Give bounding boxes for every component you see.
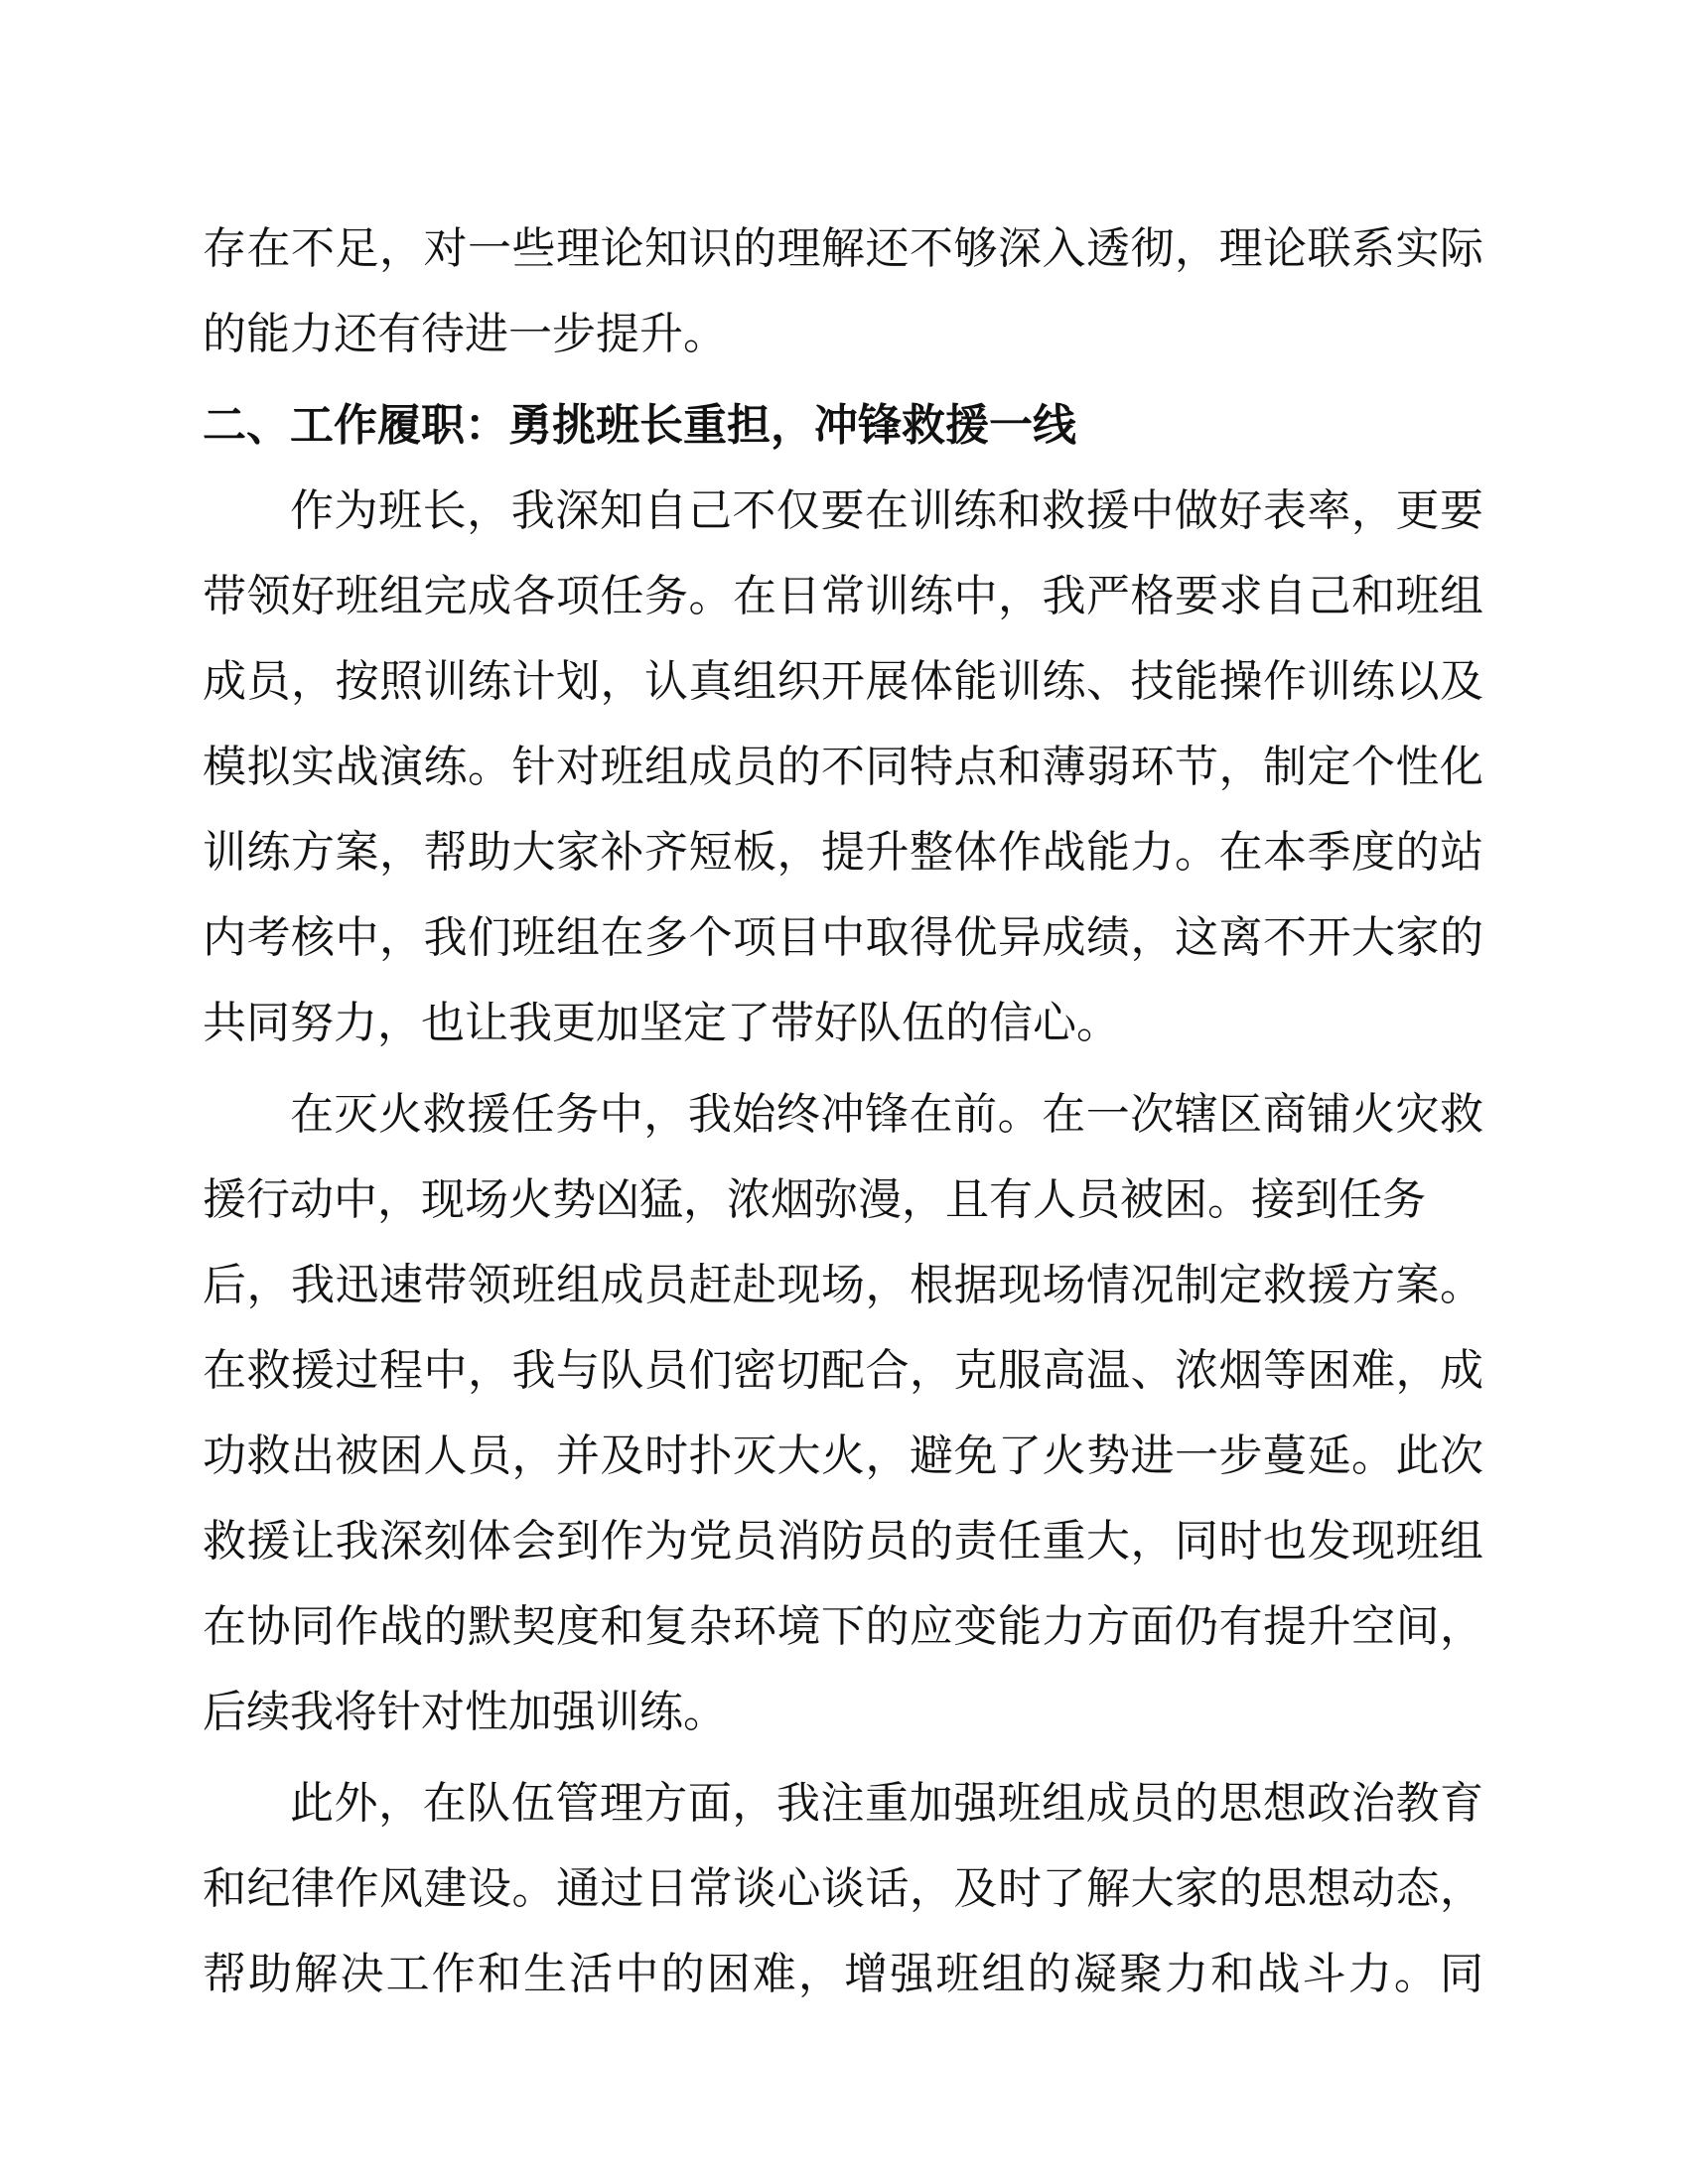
- paragraph-line: 成员，按照训练计划，认真组织开展体能训练、技能操作训练以及: [203, 656, 1483, 707]
- paragraph-line: 和纪律作风建设。通过日常谈心谈话，及时了解大家的思想动态，: [203, 1863, 1483, 1914]
- paragraph-line: 帮助解决工作和生活中的困难，增强班组的凝聚力和战斗力。同: [203, 1949, 1483, 1999]
- paragraph-line: 此外，在队伍管理方面，我注重加强班组成员的思想政治教育: [290, 1778, 1483, 1829]
- paragraph-line: 在灭火救援任务中，我始终冲锋在前。在一次辖区商铺火灾救: [290, 1089, 1483, 1140]
- body-line: 存在不足，对一些理论知识的理解还不够深入透彻，理论联系实际: [203, 223, 1483, 274]
- section-heading: 二、工作履职：勇挑班长重担，冲锋救援一线: [203, 400, 1076, 451]
- paragraph-line: 后，我迅速带领班组成员赶赴现场，根据现场情况制定救援方案。: [203, 1260, 1483, 1310]
- paragraph-line: 后续我将针对性加强训练。: [203, 1687, 727, 1737]
- paragraph-line: 共同努力，也让我更加坚定了带好队伍的信心。: [203, 998, 1120, 1048]
- document-page: [203, 206, 1483, 2017]
- paragraph-line: 在救援过程中，我与队员们密切配合，克服高温、浓烟等困难，成: [203, 1345, 1483, 1396]
- paragraph-line: 训练方案，帮助大家补齐短板，提升整体作战能力。在本季度的站: [203, 827, 1483, 878]
- body-line: 的能力还有待进一步提升。: [203, 309, 727, 359]
- paragraph-line: 作为班长，我深知自己不仅要在训练和救援中做好表率，更要: [290, 485, 1483, 536]
- paragraph-line: 援行动中，现场火势凶猛，浓烟弥漫，且有人员被困。接到任务: [203, 1174, 1426, 1225]
- paragraph-line: 在协同作战的默契度和复杂环境下的应变能力方面仍有提升空间，: [203, 1601, 1483, 1652]
- paragraph-line: 带领好班组完成各项任务。在日常训练中，我严格要求自己和班组: [203, 571, 1483, 621]
- paragraph-line: 救援让我深刻体会到作为党员消防员的责任重大，同时也发现班组: [203, 1516, 1483, 1567]
- paragraph-line: 功救出被困人员，并及时扑灭大火，避免了火势进一步蔓延。此次: [203, 1431, 1483, 1481]
- paragraph-line: 模拟实战演练。针对班组成员的不同特点和薄弱环节，制定个性化: [203, 742, 1483, 792]
- paragraph-line: 内考核中，我们班组在多个项目中取得优异成绩，这离不开大家的: [203, 912, 1483, 963]
